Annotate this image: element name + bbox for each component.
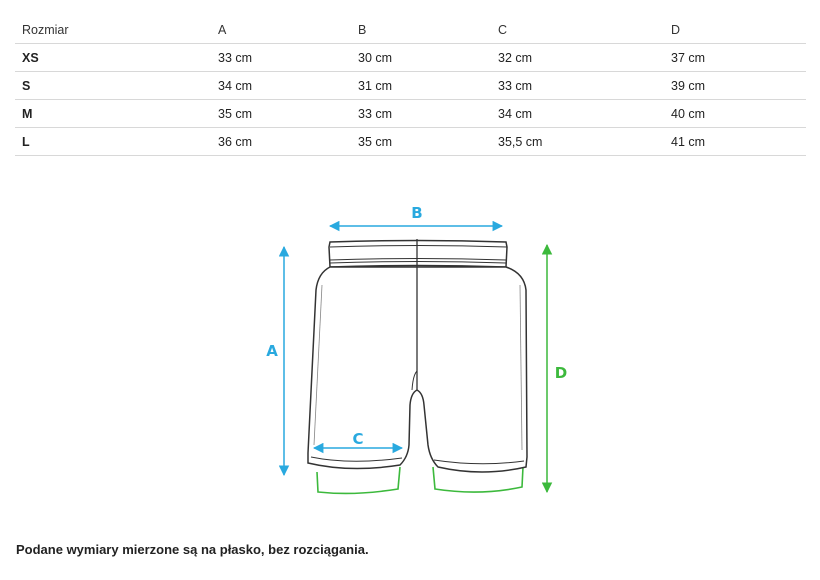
shorts-measurement-diagram (250, 195, 570, 505)
value-cell-c: 33 cm (491, 72, 664, 100)
table-row (15, 128, 806, 156)
header-c: C (491, 16, 664, 44)
value-cell-d: 37 cm (664, 44, 806, 72)
header-b: B (351, 16, 491, 44)
value-cell-b: 33 cm (351, 100, 491, 128)
value-cell-a: 36 cm (211, 128, 351, 156)
value-cell-a: 33 cm (211, 44, 351, 72)
size-cell: S (15, 72, 211, 100)
size-cell: M (15, 100, 211, 128)
value-cell-d: 39 cm (664, 72, 806, 100)
table-row (15, 44, 806, 72)
waistband (329, 241, 507, 268)
value-cell-b: 31 cm (351, 72, 491, 100)
measurement-note: Podane wymiary mierzone są na płasko, bez rozciągania. (16, 542, 369, 557)
label-b: B (411, 204, 423, 222)
table-row (15, 72, 806, 100)
size-table (15, 16, 806, 156)
label-a: A (266, 342, 278, 360)
label-c: C (352, 430, 364, 448)
value-cell-c: 34 cm (491, 100, 664, 128)
table-row (15, 100, 806, 128)
value-cell-c: 32 cm (491, 44, 664, 72)
size-cell: XS (15, 44, 211, 72)
value-cell-c: 35,5 cm (491, 128, 664, 156)
value-cell-d: 41 cm (664, 128, 806, 156)
value-cell-a: 35 cm (211, 100, 351, 128)
size-cell: L (15, 128, 211, 156)
header-size: Rozmiar (15, 16, 211, 44)
value-cell-d: 40 cm (664, 100, 806, 128)
value-cell-a: 34 cm (211, 72, 351, 100)
header-d: D (664, 16, 806, 44)
label-d: D (554, 364, 568, 382)
liner-left (317, 467, 400, 493)
header-a: A (211, 16, 351, 44)
value-cell-b: 35 cm (351, 128, 491, 156)
value-cell-b: 30 cm (351, 44, 491, 72)
table-header-row (15, 16, 806, 44)
